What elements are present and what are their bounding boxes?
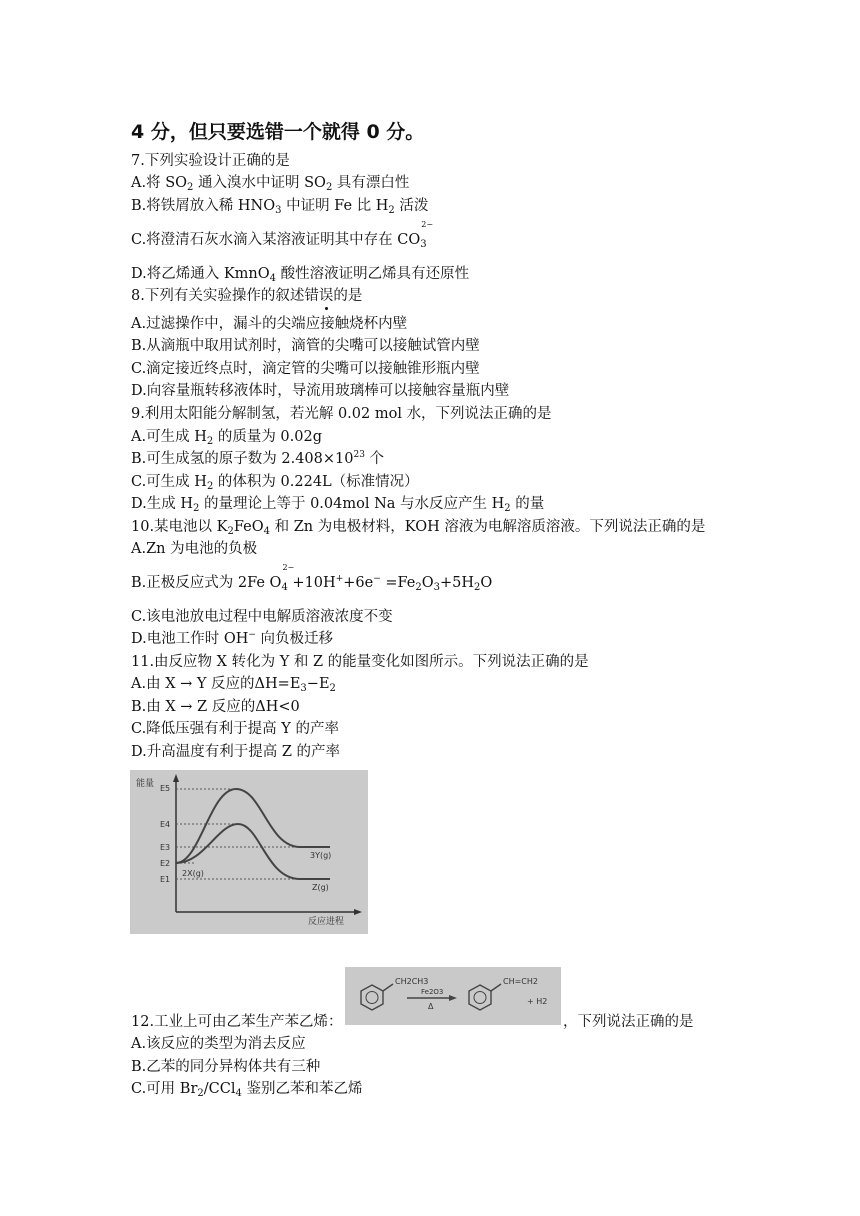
q9-stem: 9.利用太阳能分解制氢，若光解 0.02 mol 水，下列说法正确的是 (131, 406, 552, 422)
q10-stem: 10.某电池以 $K_2FeO_4$ 和 Zn 为电极材料，KOH 溶液为电解溶质溶液。下列说法正确的是 (131, 519, 706, 537)
curve-label-y: 3Y(g) (310, 851, 332, 860)
q9-option-d: D.生成 $H_2$ 的量理论上等于 0.04mol Na 与水反应产生 $H_2$ 的量 (131, 496, 545, 514)
q9-option-c: C.可生成 $H_2$ 的体积为 0.224L（标准情况） (131, 474, 419, 492)
q10-option-b: B.正极反应式为 2Fe $O_4$ 2− $+10H^++6e^- =Fe_2O_3+5H_2O$ (131, 563, 493, 593)
q7-option-c: C.将澄清石灰水滴入某溶液证明其中存在 $CO_3$ 2− (131, 220, 434, 250)
reactant-substituent: CH2CH3 (395, 977, 429, 986)
section-header: 4 分，但只要选错一个就得 0 分。 (131, 121, 425, 143)
q7-option-b: B.将铁屑放入稀 $HNO_3$ 中证明 Fe 比 $H_2$ 活泼 (131, 198, 429, 216)
level-label-e1: E1 (160, 875, 171, 884)
energy-diagram-figure (130, 770, 368, 934)
byproduct-label: + H2 (527, 997, 548, 1006)
reaction-scheme-image (345, 967, 561, 1025)
q7-option-d: D.将乙烯通入 KmnO$_4$ 酸性溶液证明乙烯具有还原性 (131, 266, 470, 284)
q7-option-a: A.将 $SO_2$ 通入溴水中证明 $SO_2$ 具有漂白性 (131, 175, 410, 193)
q8-option-c: C.滴定接近终点时，滴定管的尖嘴可以接触锥形瓶内壁 (131, 361, 480, 377)
q12-option-b: B.乙苯的同分异构体共有三种 (131, 1059, 321, 1075)
q12-option-a: A.该反应的类型为消去反应 (131, 1036, 306, 1052)
q10-option-a: A.Zn 为电池的负极 (131, 541, 258, 557)
q11-option-a: A.由 X → Y 反应的$\Delta H=E_3-E_2$ (131, 676, 336, 694)
level-label-e3: E3 (160, 843, 171, 852)
heat-label: Δ (428, 1002, 434, 1011)
q8-option-b: B.从滴瓶中取用试剂时，滴管的尖嘴可以接触试管内壁 (131, 338, 480, 354)
product-substituent: CH=CH2 (503, 977, 538, 986)
y-axis-label: 能量 (136, 779, 155, 789)
q7-stem: 7.下列实验设计正确的是 (131, 153, 290, 169)
q8-stem: 8.下列有关实验操作的叙述错误的是 (131, 288, 363, 304)
q12-option-c: C.可用 $Br_2/CCl_4$ 鉴别乙苯和苯乙烯 (131, 1081, 363, 1099)
x-axis-label: 反应进程 (308, 917, 345, 927)
q8-option-a: A.过滤操作中，漏斗的尖端应接触烧杯内壁 (131, 316, 408, 332)
q12-stem-post: ，下列说法正确的是 (563, 1014, 694, 1030)
curve-label-z: Z(g) (312, 883, 329, 892)
q8-option-d: D.向容量瓶转移液体时，导流用玻璃棒可以接触容量瓶内壁 (131, 383, 510, 399)
level-label-e4: E4 (160, 820, 171, 829)
q9-option-b: B.可生成氢的原子数为 $2.408\times 10^{23}$ 个 (131, 450, 385, 467)
q10-option-d: D.电池工作时 OH− 向负极迁移 (131, 630, 334, 647)
emphasis-dot: 误 (318, 288, 334, 304)
q11-option-d: D.升高温度有利于提高 Z 的产率 (131, 744, 341, 760)
q11-option-c: C.降低压强有利于提高 Y 的产率 (131, 721, 339, 737)
curve-label-x: 2X(g) (182, 869, 204, 878)
q11-stem: 11.由反应物 X 转化为 Y 和 Z 的能量变化如图所示。下列说法正确的是 (131, 654, 589, 670)
level-label-e5: E5 (160, 784, 171, 793)
q11-option-b: B.由 X → Z 反应的ΔH<0 (131, 699, 300, 715)
level-label-e2: E2 (160, 859, 171, 868)
q9-option-a: A.可生成 $H_2$ 的质量为 0.02g (131, 429, 323, 447)
catalyst-label: Fe2O3 (421, 988, 444, 996)
q12-stem-pre: 12.工业上可由乙苯生产苯乙烯： (131, 1014, 343, 1030)
q10-option-c: C.该电池放电过程中电解质溶液浓度不变 (131, 609, 393, 625)
